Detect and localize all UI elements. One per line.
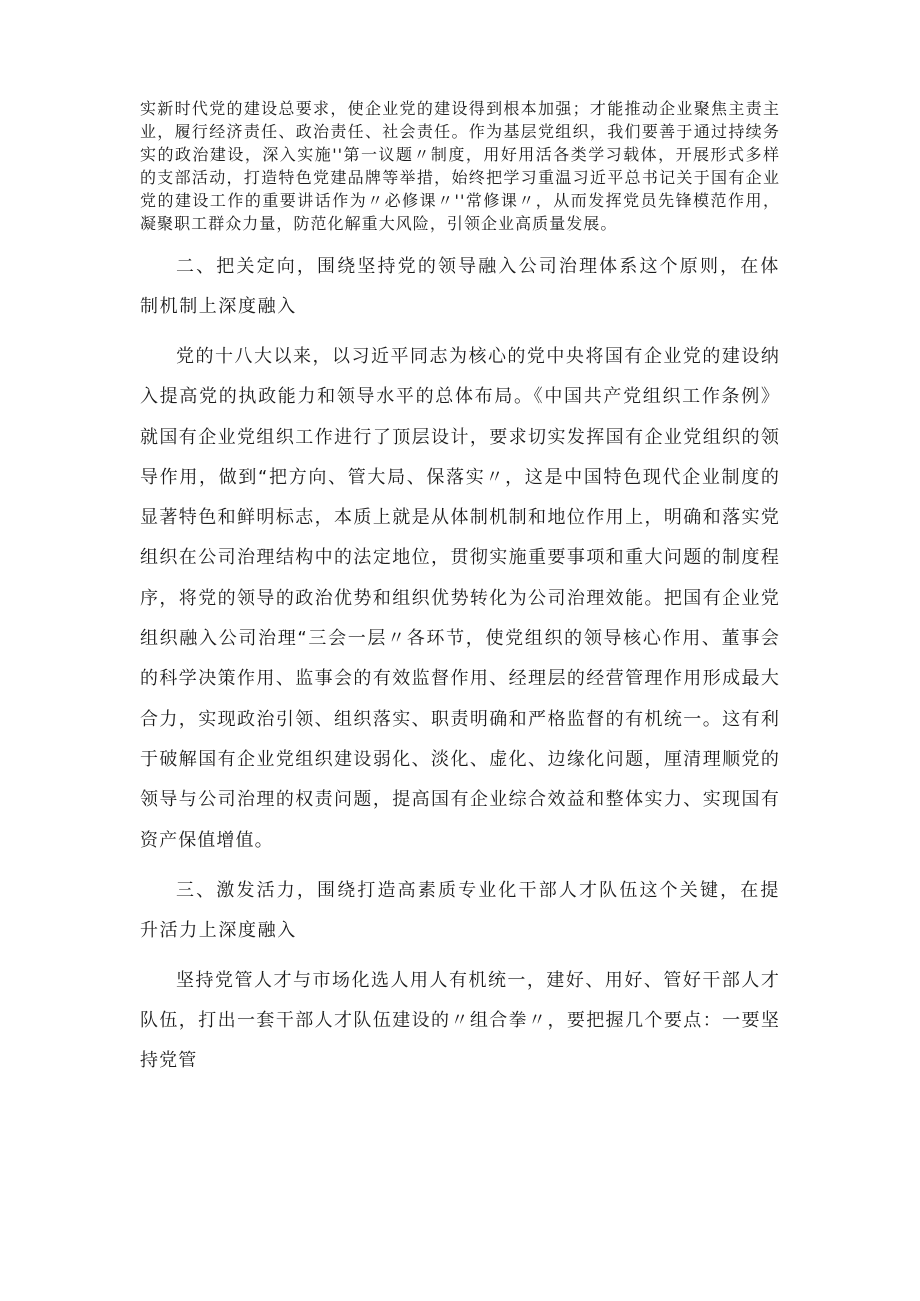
spacer: [140, 327, 780, 337]
document-body: [140, 97, 780, 1082]
section-heading-3: 三、激发活力，围绕打造高素质专业化干部人才队伍这个关键，在提升活力上深度融入: [140, 879, 780, 941]
paragraph-section-3: 坚持党管人才与市场化选人用人有机统一，建好、用好、管好干部人才队伍，打出一套干部人才队伍建设的〃组合拳〃，要把握几个要点：一要坚持党管: [140, 969, 780, 1072]
spacer: [140, 951, 780, 961]
paragraph-intro-tail: 实新时代党的建设总要求，使企业党的建设得到根本加强；才能推动企业聚焦主责主业，履行经济责任、政治责任、社会责任。作为基层党组织，我们要善于通过持续务实的政治建设，深入实施''第一议题〃制度，用好用活各类学习载体，开展形式多样的支部活动，打造特色党建品牌等举措，始终把学习重温习近平总书记关于国有企业党的建设工作的重要讲话作为〃必修课〃''常修课〃，从而发挥党员先锋模范作用，凝聚职工群众力量，防范化解重大风险，引领企业高质量发展。: [140, 99, 780, 233]
paragraph-section-2: 党的十八大以来，以习近平同志为核心的党中央将国有企业党的建设纳入提高党的执政能力和领导水平的总体布局。《中国共产党组织工作条例》就国有企业党组织工作进行了顶层设计，要求切实发挥国有企业党组织的领导作用，做到“把方向、管大局、保落实〃，这是中国特色现代企业制度的显著特色和鲜明标志，本质上就是从体制机制和地位作用上，明确和落实党组织在公司治理结构中的法定地位，贯彻实施重要事项和重大问题的制度程序，将党的领导的政治优势和组织优势转化为公司治理效能。把国有企业党组织融入公司治理“三会一层〃各环节，使党组织的领导核心作用、董事会的科学决策作用、监事会的有效监督作用、经理层的经营管理作用形成最大合力，实现政治引领、组织落实、职责明确和严格监督的有机统一。这有利于破解国有企业党组织建设弱化、淡化、虚化、边缘化问题，厘清理顺党的领导与公司治理的权责问题，提高国有企业综合效益和整体实力、实现国有资产保值增值。: [140, 346, 780, 851]
section-heading-2: 二、把关定向，围绕坚持党的领导融入公司治理体系这个原则，在体制机制上深度融入: [140, 256, 780, 317]
spacer: [140, 861, 780, 871]
spacer: [140, 235, 780, 247]
